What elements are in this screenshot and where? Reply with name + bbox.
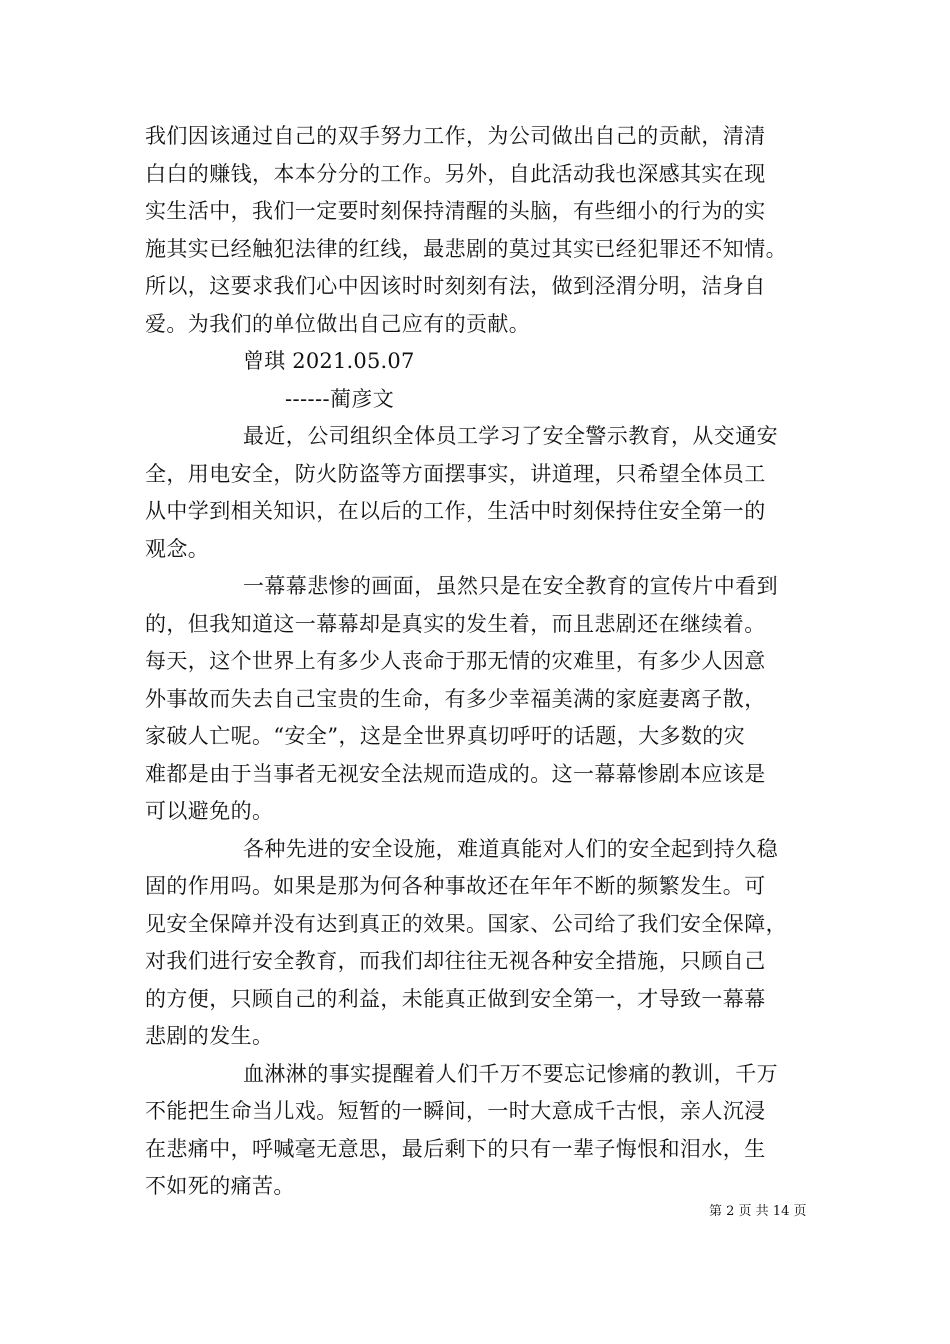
paragraph-1	[145, 118, 810, 343]
text-line: 爱。为我们的单位做出自己应有的贡献。	[145, 311, 531, 336]
text-line: 不如死的痛苦。	[145, 1174, 295, 1198]
text-line: 外事故而失去自己宝贵的生命，有多少幸福美满的家庭妻离子散，	[145, 686, 766, 711]
text-line: 各种先进的安全设施，难道真能对人们的安全起到持久稳	[243, 836, 778, 861]
paragraph-3	[145, 568, 810, 831]
text-line: 最近，公司组织全体员工学习了安全警示教育，从交通安	[243, 424, 778, 448]
text-line: 可以避免的。	[145, 799, 274, 823]
text-line: 所以，这要求我们心中因该时时刻刻有法，做到泾渭分明，洁身自	[145, 274, 766, 298]
signature-date: 曾琪 2021.05.07	[243, 349, 415, 373]
page-number-footer: 第 2 页 共 14 页	[709, 1204, 807, 1219]
text-line: 见安全保障并没有达到真正的效果。国家、公司给了我们安全保障，	[145, 911, 787, 936]
text-line: 不能把生命当儿戏。短暂的一瞬间，一时大意成千古恨，亲人沉浸	[145, 1099, 766, 1123]
text-line: 在悲痛中，呼喊毫无意思，最后剩下的只有一辈子悔恨和泪水，生	[145, 1136, 766, 1161]
text-line: 观念。	[145, 536, 210, 561]
text-line: 对我们进行安全教育，而我们却往往无视各种安全措施，只顾自己	[145, 949, 766, 973]
text-line: 的方便，只顾自己的利益，未能真正做到安全第一，才导致一幕幕	[145, 986, 766, 1011]
text-line: 家破人亡呢。“安全”，这是全世界真切呼吁的话题，大多数的灾	[145, 724, 746, 748]
text-line: 施其实已经触犯法律的红线，最悲剧的莫过其实已经犯罪还不知情。	[145, 236, 787, 261]
text-line: 每天，这个世界上有多少人丧命于那无情的灾难里，有多少人因意	[145, 649, 766, 673]
text-line: 从中学到相关知识，在以后的工作，生活中时刻保持住安全第一的	[145, 499, 766, 523]
paragraph-2	[145, 418, 810, 568]
text-line: 难都是由于当事者无视安全法规而造成的。这一幕幕惨剧本应该是	[145, 761, 766, 786]
paragraph-4	[145, 831, 810, 1056]
text-line: 固的作用吗。如果是那为何各种事故还在年年不断的频繁发生。可	[145, 874, 766, 898]
document-body	[145, 118, 810, 1206]
text-line: 我们因该通过自己的双手努力工作，为公司做出自己的贡献，清清	[145, 124, 766, 148]
text-line: 血淋淋的事实提醒着人们千万不要忘记惨痛的教训，千万	[243, 1061, 778, 1086]
text-line: 实生活中，我们一定要时刻保持清醒的头脑，有些细小的行为的实	[145, 199, 766, 223]
text-line: 一幕幕悲惨的画面，虽然只是在安全教育的宣传片中看到	[243, 574, 778, 598]
paragraph-5	[145, 1056, 810, 1206]
text-line: 全，用电安全，防火防盗等方面摆事实，讲道理，只希望全体员工	[145, 461, 766, 486]
text-line: 白白的赚钱，本本分分的工作。另外，自此活动我也深感其实在现	[145, 161, 766, 186]
text-line: 的，但我知道这一幕幕却是真实的发生着，而且悲剧还在继续着。	[145, 611, 766, 636]
signature-name: ------蔺彦文	[285, 386, 395, 411]
text-line: 悲剧的发生。	[145, 1024, 274, 1048]
